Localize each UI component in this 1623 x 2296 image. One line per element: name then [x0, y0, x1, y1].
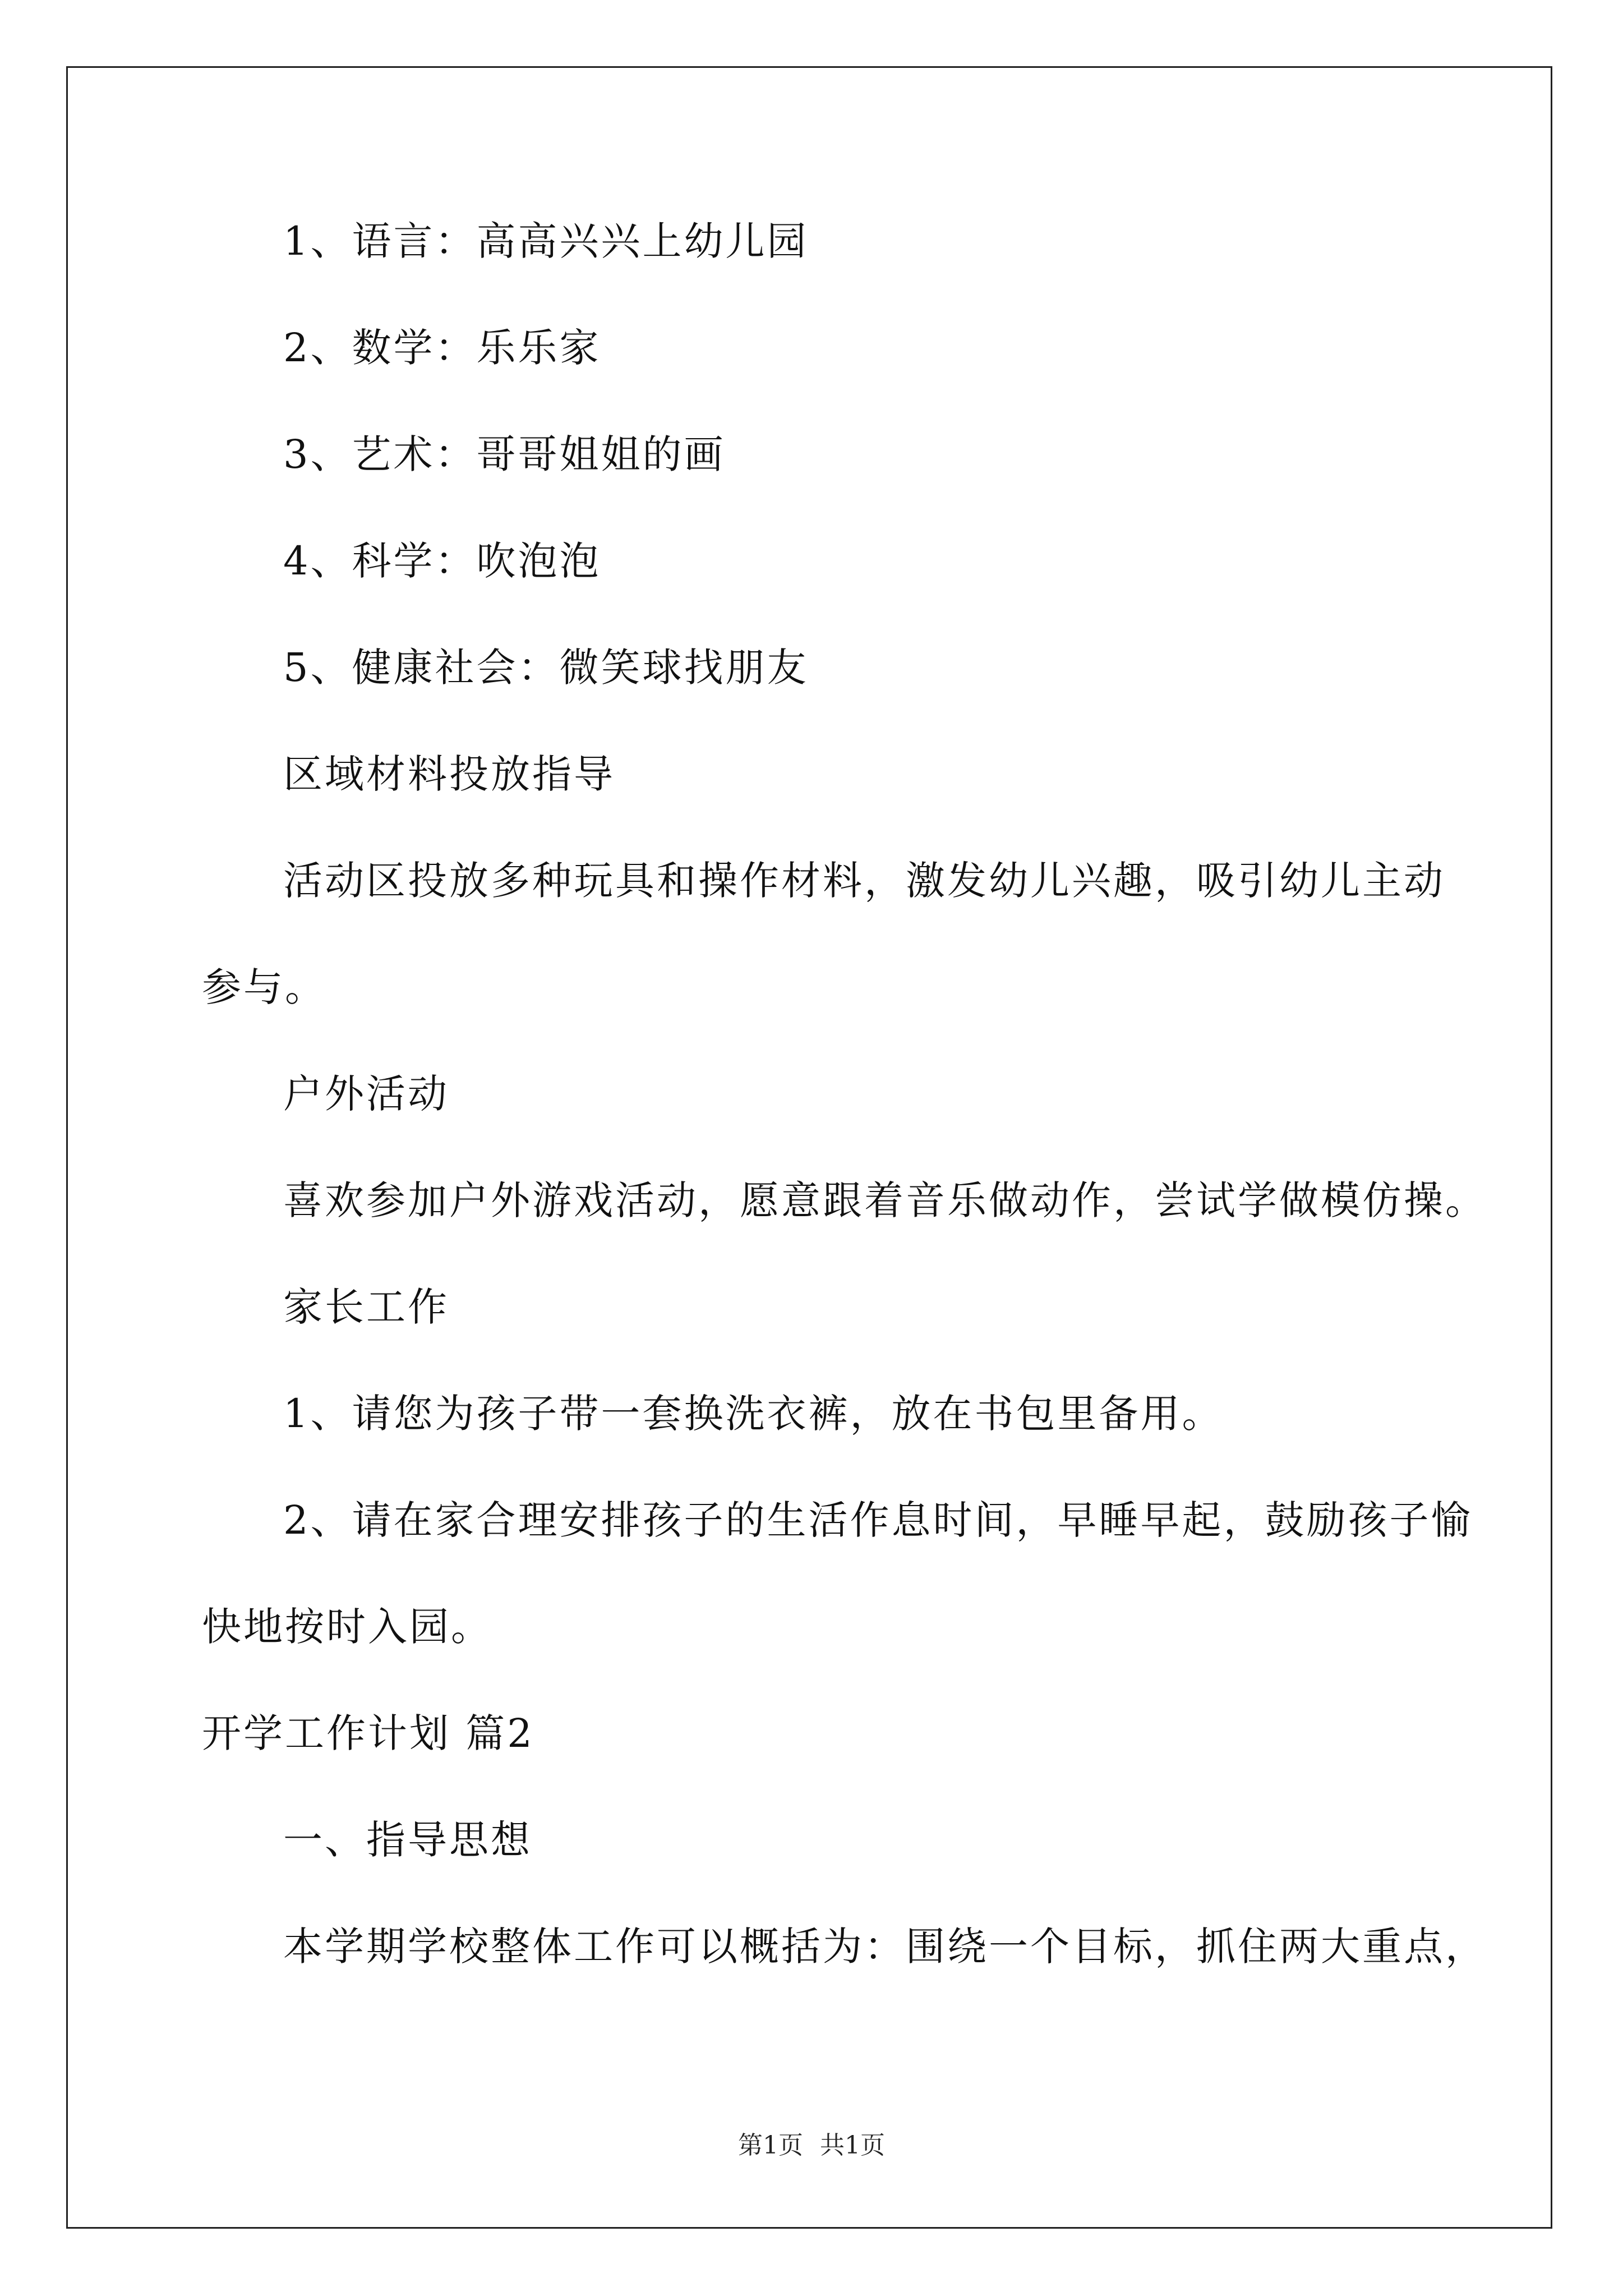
page-footer [0, 2132, 1623, 2160]
section-heading-guiding: 一、指导思想 [283, 1817, 532, 1863]
paragraph-science: 4、科学：吹泡泡 [283, 538, 601, 584]
page-border [66, 66, 1552, 2229]
paragraph-math: 2、数学：乐乐家 [283, 325, 601, 371]
section-heading-parents: 家长工作 [283, 1284, 449, 1330]
paragraph-health: 5、健康社会：微笑球找朋友 [283, 645, 809, 691]
paragraph-outdoor: 喜欢参加户外游戏活动，愿意跟着音乐做动作，尝试学做模仿操。 [283, 1177, 1487, 1223]
paragraph-art: 3、艺术：哥哥姐姐的画 [283, 431, 726, 477]
paragraph-parents-1: 1、请您为孩子带一套换洗衣裤，放在书包里备用。 [283, 1391, 1224, 1437]
paragraph-area-materials-cont: 参与。 [202, 964, 326, 1010]
document-section-title: 开学工作计划 篇2 [202, 1710, 534, 1756]
paragraph-language: 1、语言：高高兴兴上幼儿园 [283, 218, 809, 264]
paragraph-area-materials: 活动区投放多种玩具和操作材料，激发幼儿兴趣，吸引幼儿主动 [283, 858, 1445, 904]
paragraph-guiding: 本学期学校整体工作可以概括为：围绕一个目标，抓住两大重点， [283, 1924, 1487, 1970]
paragraph-parents-2-cont: 快地按时入园。 [202, 1604, 492, 1650]
paragraph-parents-2: 2、请在家合理安排孩子的生活作息时间，早睡早起，鼓励孩子愉 [283, 1497, 1473, 1543]
page-total: 共1页 [820, 2131, 885, 2160]
page-number: 第1页 [738, 2131, 803, 2160]
section-heading-outdoor: 户外活动 [283, 1071, 449, 1117]
section-heading-area-materials: 区域材料投放指导 [283, 751, 615, 797]
